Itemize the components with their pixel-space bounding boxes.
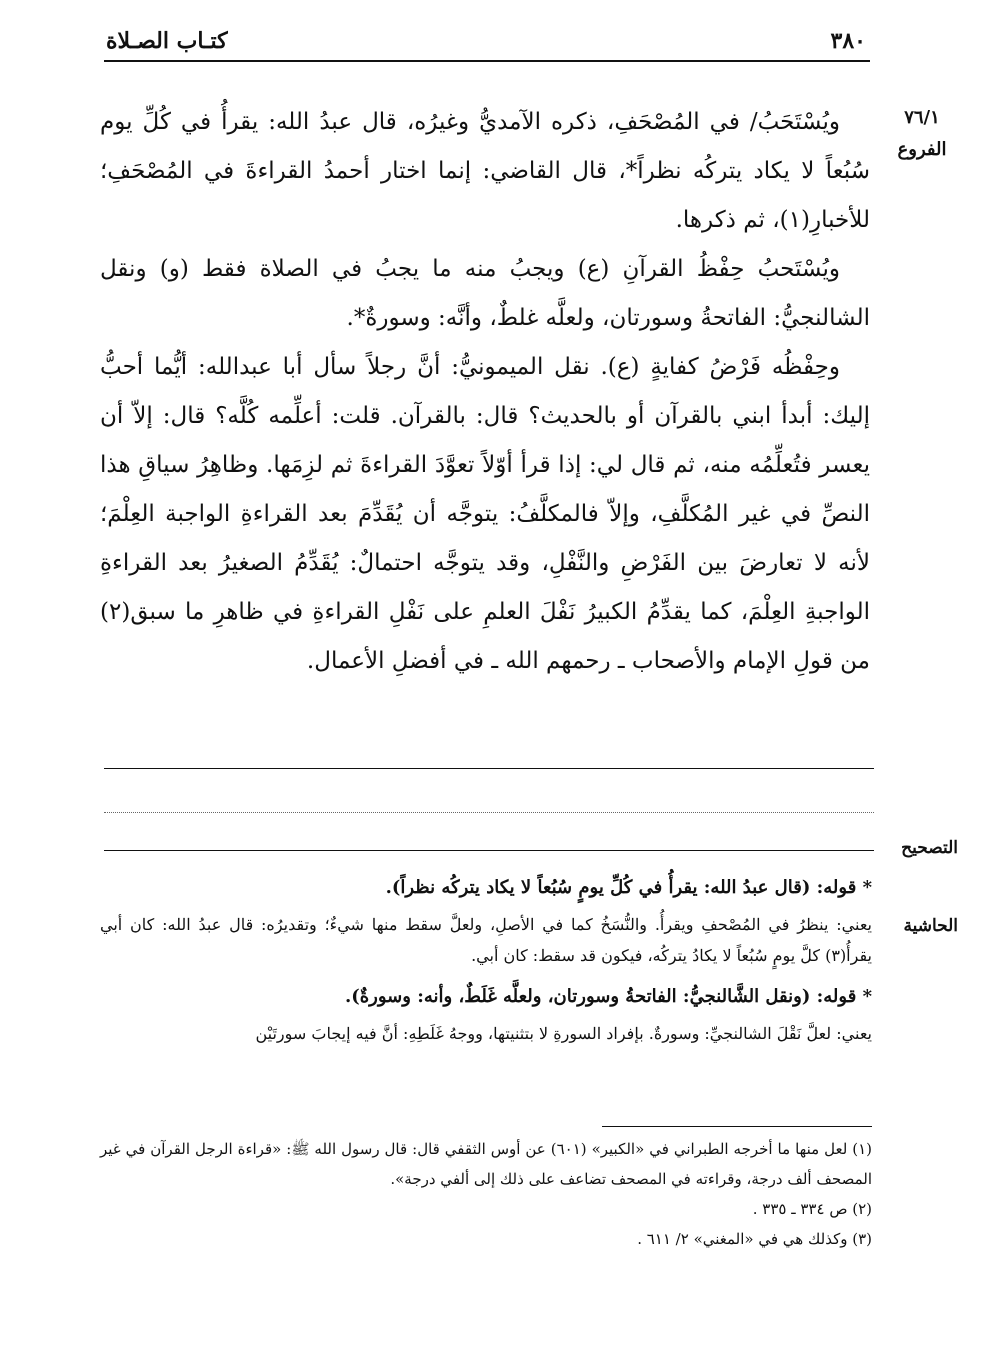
footnote: (٢) ص ٣٣٤ ـ ٣٣٥ . xyxy=(752,1200,872,1218)
commentary-explanation: يعني: ينظرُ في المُصْحفِ ويقرأُ. والنُّسَخُ كما في الأصلِ، ولعلَّ سقط منها شيءٌ؛ وتقديرُه: قال عبدُ الله: كان أبي يقرأُ(٣) كلَّ يومٍ سُبُعاً لا يكادُ يتركُه، فيكون قد سقط: كان أبي. xyxy=(100,915,873,965)
footnote: (٣) وكذلك هي في «المغني» ٢/ ٦١١ . xyxy=(637,1230,872,1248)
footnotes xyxy=(100,1134,872,1254)
page-number: ٣٨٠ xyxy=(830,28,866,54)
section-rule xyxy=(104,850,874,851)
margin-reference xyxy=(882,102,962,166)
main-paragraph: ويُسْتَحَبُ/ في المُصْحَفِ، ذكره الآمديُّ وغيرُه، قال عبدُ الله: يقرأُ في كُلِّ يوم سُبُعاً لا يكاد يتركُه نظراً*، قال القاضي: إنما اختار أحمدُ القراءةَ في المُصْحَفِ؛ للأخبارِ(١)، ثم ذكرها. xyxy=(100,109,870,233)
footnote: (١) لعل منها ما أخرجه الطبراني في «الكبير» (٦٠١) عن أوس الثقفي قال: قال رسول الله ﷺ: «قراءة الرجل القرآن في غير المصحف ألف درجة، وقراءته في المصحف تضاعف على ذلك إلى ألفي درجة». xyxy=(100,1140,872,1188)
tashih-label: التصحيح xyxy=(901,838,958,858)
margin-reference-number: ٧٦/١ xyxy=(904,107,940,128)
section-rule xyxy=(104,768,874,769)
commentary-explanation: يعني: لعلَّ نَقْلَ الشالنجيِّ: وسورةٌ. بإفراد السورةِ لا بتثنيتها، ووجهُ غَلَطِهِ: أنَّ فيه إيجابَ سورتَيْن xyxy=(255,1024,872,1043)
main-paragraph: ويُسْتَحبُ حِفْظُ القرآنِ (ع) ويجبُ منه ما يجبُ في الصلاة فقط (و) ونقل الشالنجيُّ: الفاتحةُ وسورتان، ولعلَّه غلطٌ، وأنَّه: وسورةٌ*. xyxy=(100,256,870,331)
commentary-quote: * قوله: (قال عبدُ الله: يقرأُ في كُلِّ يومٍ سُبُعاً لا يكاد يتركُه نظراً). xyxy=(385,877,872,898)
dotted-divider xyxy=(104,812,874,813)
main-paragraph: وحِفْظُه فَرْضُ كفايةٍ (ع). نقل الميمونيُّ: أنَّ رجلاً سأل أبا عبدالله: أيُّما أحبُّ إليك: أبدأ ابني بالقرآن أو بالحديث؟ قال: بالقرآن. قلت: أعلِّمه كُلَّه؟ قال: إلاّ أن يعسر فتُعلِّمُه منه، ثم قال لي: إذا قرأ أوّلاً تعوَّدَ القراءةَ ثم لزِمَها. وظاهِرُ سياقِ هذا النصِّ في غير المُكلَّفِ، وإلاّ فالمكلَّفُ: يتوجَّه أن يُقَدِّمَ بعد القراءةِ الواجبة العِلْمَ؛ لأنه لا تعارضَ بين الفَرْضِ والنَّفْلِ، وقد يتوجَّه احتمالٌ: يُقَدِّمُ الصغيرُ بعد القراءةِ الواجبةِ العِلْمَ، كما يقدِّمُ الكبيرُ نَفْلَ العلمِ على نَفْلِ القراءةِ في ظاهرِ ما سبق(٢) من قولِ الإمام والأصحاب ـ رحمهم الله ـ في أفضلِ الأعمال. xyxy=(100,354,870,674)
commentary xyxy=(100,872,872,1059)
hashiya-label: الحاشية xyxy=(903,916,958,936)
book-title: كتـاب الصـلاة xyxy=(106,28,228,54)
header-rule xyxy=(104,60,870,62)
page-header xyxy=(106,28,866,62)
margin-reference-label: الفروع xyxy=(897,139,947,160)
footnote-rule xyxy=(602,1126,872,1127)
commentary-quote: * قوله: (ونقل الشَّالنجيُّ: الفاتحةُ وسورتان، ولعلَّه غَلَطٌ، وأنه: وسورةٌ). xyxy=(344,986,872,1007)
main-text xyxy=(100,98,870,686)
